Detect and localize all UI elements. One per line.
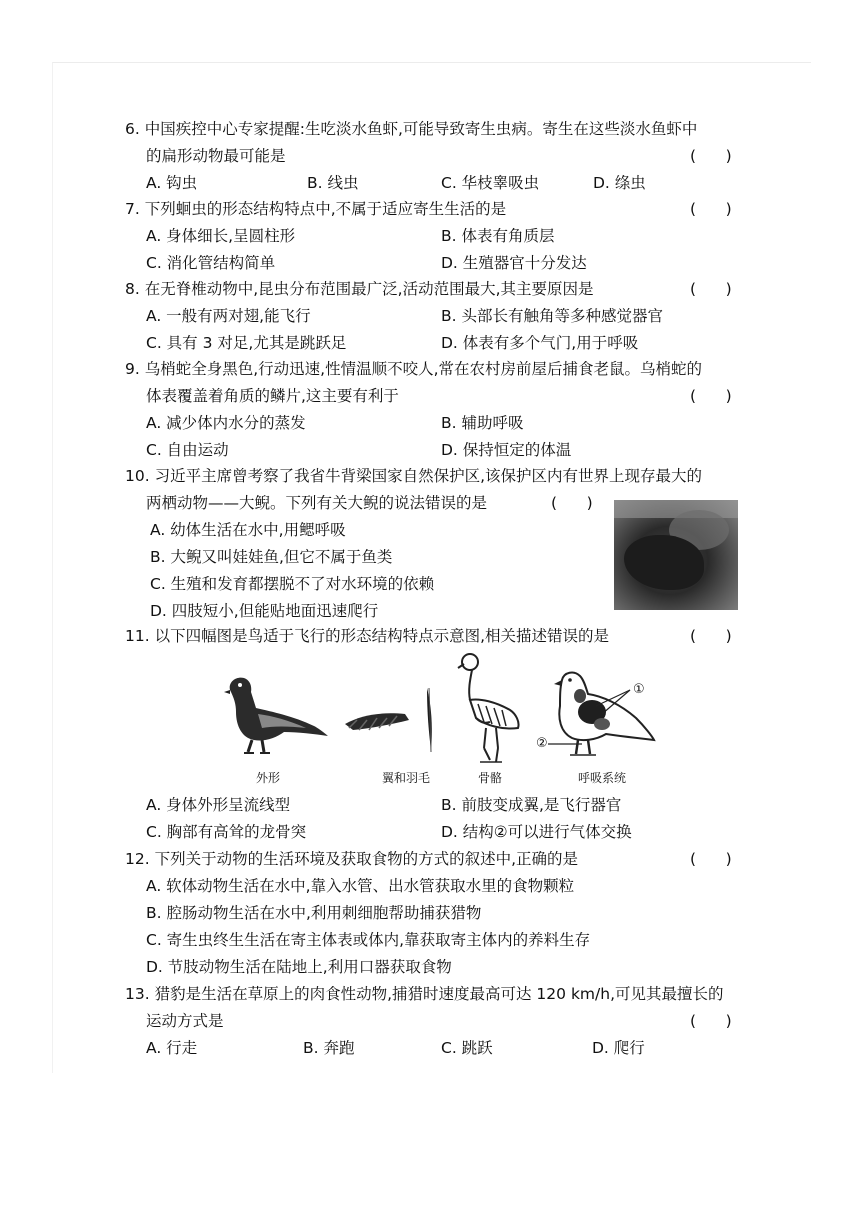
q9-option-b: B. 辅助呼吸: [441, 414, 524, 432]
q9-option-a: A. 减少体内水分的蒸发: [146, 414, 306, 432]
q8-option-d: D. 体表有多个气门,用于呼吸: [441, 334, 639, 352]
q9-option-d: D. 保持恒定的体温: [441, 441, 572, 459]
q6-answer-paren: ( ): [690, 147, 732, 165]
q9-stem-line1: 9. 乌梢蛇全身黑色,行动迅速,性情温顺不咬人,常在农村房前屋后捕食老鼠。乌梢蛇的: [125, 360, 702, 378]
q12-stem: 12. 下列关于动物的生活环境及获取食物的方式的叙述中,正确的是: [125, 850, 579, 868]
q13-option-c: C. 跳跃: [441, 1039, 493, 1057]
caption-skeleton: 骨骼: [478, 771, 503, 785]
q12-option-c: C. 寄生虫终生生活在寄主体表或体内,靠获取寄主体内的养料生存: [146, 931, 591, 949]
q6-stem-line1: 6. 中国疾控中心专家提醒:生吃淡水鱼虾,可能导致寄生虫病。寄生在这些淡水鱼虾中: [125, 120, 698, 138]
q6-option-c: C. 华枝睾吸虫: [441, 174, 540, 192]
q11-option-a: A. 身体外形呈流线型: [146, 796, 291, 814]
giant-salamander-photo: [614, 500, 738, 610]
marker-2-label: ②: [536, 736, 548, 751]
q10-stem-line1: 10. 习近平主席曾考察了我省牛背梁国家自然保护区,该保护区内有世界上现存最大的: [125, 467, 703, 485]
q7-option-a: A. 身体细长,呈圆柱形: [146, 227, 296, 245]
q13-option-d: D. 爬行: [592, 1039, 645, 1057]
caption-respiratory: 呼吸系统: [578, 771, 627, 785]
q9-stem-line2: 体表覆盖着角质的鳞片,这主要有利于: [146, 387, 399, 405]
q13-stem-line2: 运动方式是: [146, 1012, 224, 1030]
q7-option-d: D. 生殖器官十分发达: [441, 254, 587, 272]
q13-answer-paren: ( ): [690, 1012, 732, 1030]
q10-option-c: C. 生殖和发育都摆脱不了对水环境的依赖: [150, 575, 435, 593]
caption-wing-feather: 翼和羽毛: [382, 771, 431, 785]
q11-option-b: B. 前肢变成翼,是飞行器官: [441, 796, 622, 814]
q10-stem-line2: 两栖动物——大鲵。下列有关大鲵的说法错误的是: [146, 494, 488, 512]
q10-option-a: A. 幼体生活在水中,用鳃呼吸: [150, 521, 346, 539]
caption-exterior: 外形: [256, 771, 281, 785]
q10-option-b: B. 大鲵又叫娃娃鱼,但它不属于鱼类: [150, 548, 393, 566]
q6-stem-line2: 的扁形动物最可能是: [146, 147, 286, 165]
q8-option-a: A. 一般有两对翅,能飞行: [146, 307, 311, 325]
q13-stem-line1: 13. 猎豹是生活在草原上的肉食性动物,捕猎时速度最高可达 120 km/h,可见其最擅长的: [125, 985, 724, 1003]
q11-option-d: D. 结构②可以进行气体交换: [441, 823, 632, 841]
bird-exterior-figure: [218, 668, 330, 758]
q10-answer-paren: ( ): [551, 494, 593, 512]
q12-option-b: B. 腔肠动物生活在水中,利用刺细胞帮助捕获猎物: [146, 904, 482, 922]
q13-option-b: B. 奔跑: [303, 1039, 355, 1057]
q6-option-b: B. 线虫: [307, 174, 359, 192]
q11-answer-paren: ( ): [690, 627, 732, 645]
q12-answer-paren: ( ): [690, 850, 732, 868]
q13-option-a: A. 行走: [146, 1039, 198, 1057]
q12-option-d: D. 节肢动物生活在陆地上,利用口器获取食物: [146, 958, 452, 976]
q11-stem: 11. 以下四幅图是鸟适于飞行的形态结构特点示意图,相关描述错误的是: [125, 627, 610, 645]
respiratory-system-figure: [540, 666, 660, 762]
q8-option-b: B. 头部长有触角等多种感觉器官: [441, 307, 663, 325]
wing-and-feather-figure: [343, 684, 441, 754]
q10-option-d: D. 四肢短小,但能贴地面迅速爬行: [150, 602, 379, 620]
q12-option-a: A. 软体动物生活在水中,靠入水管、出水管获取水里的食物颗粒: [146, 877, 575, 895]
q8-answer-paren: ( ): [690, 280, 732, 298]
q7-answer-paren: ( ): [690, 200, 732, 218]
q9-answer-paren: ( ): [690, 387, 732, 405]
q8-stem: 8. 在无脊椎动物中,昆虫分布范围最广泛,活动范围最大,其主要原因是: [125, 280, 594, 298]
marker-1-label: ①: [633, 682, 645, 697]
q6-option-d: D. 绦虫: [593, 174, 646, 192]
bird-skeleton-figure: [456, 652, 526, 766]
q7-option-c: C. 消化管结构简单: [146, 254, 276, 272]
q6-option-a: A. 钩虫: [146, 174, 198, 192]
q8-option-c: C. 具有 3 对足,尤其是跳跃足: [146, 334, 347, 352]
q9-option-c: C. 自由运动: [146, 441, 229, 459]
q7-option-b: B. 体表有角质层: [441, 227, 555, 245]
q11-option-c: C. 胸部有高耸的龙骨突: [146, 823, 307, 841]
q7-stem: 7. 下列蛔虫的形态结构特点中,不属于适应寄生生活的是: [125, 200, 507, 218]
